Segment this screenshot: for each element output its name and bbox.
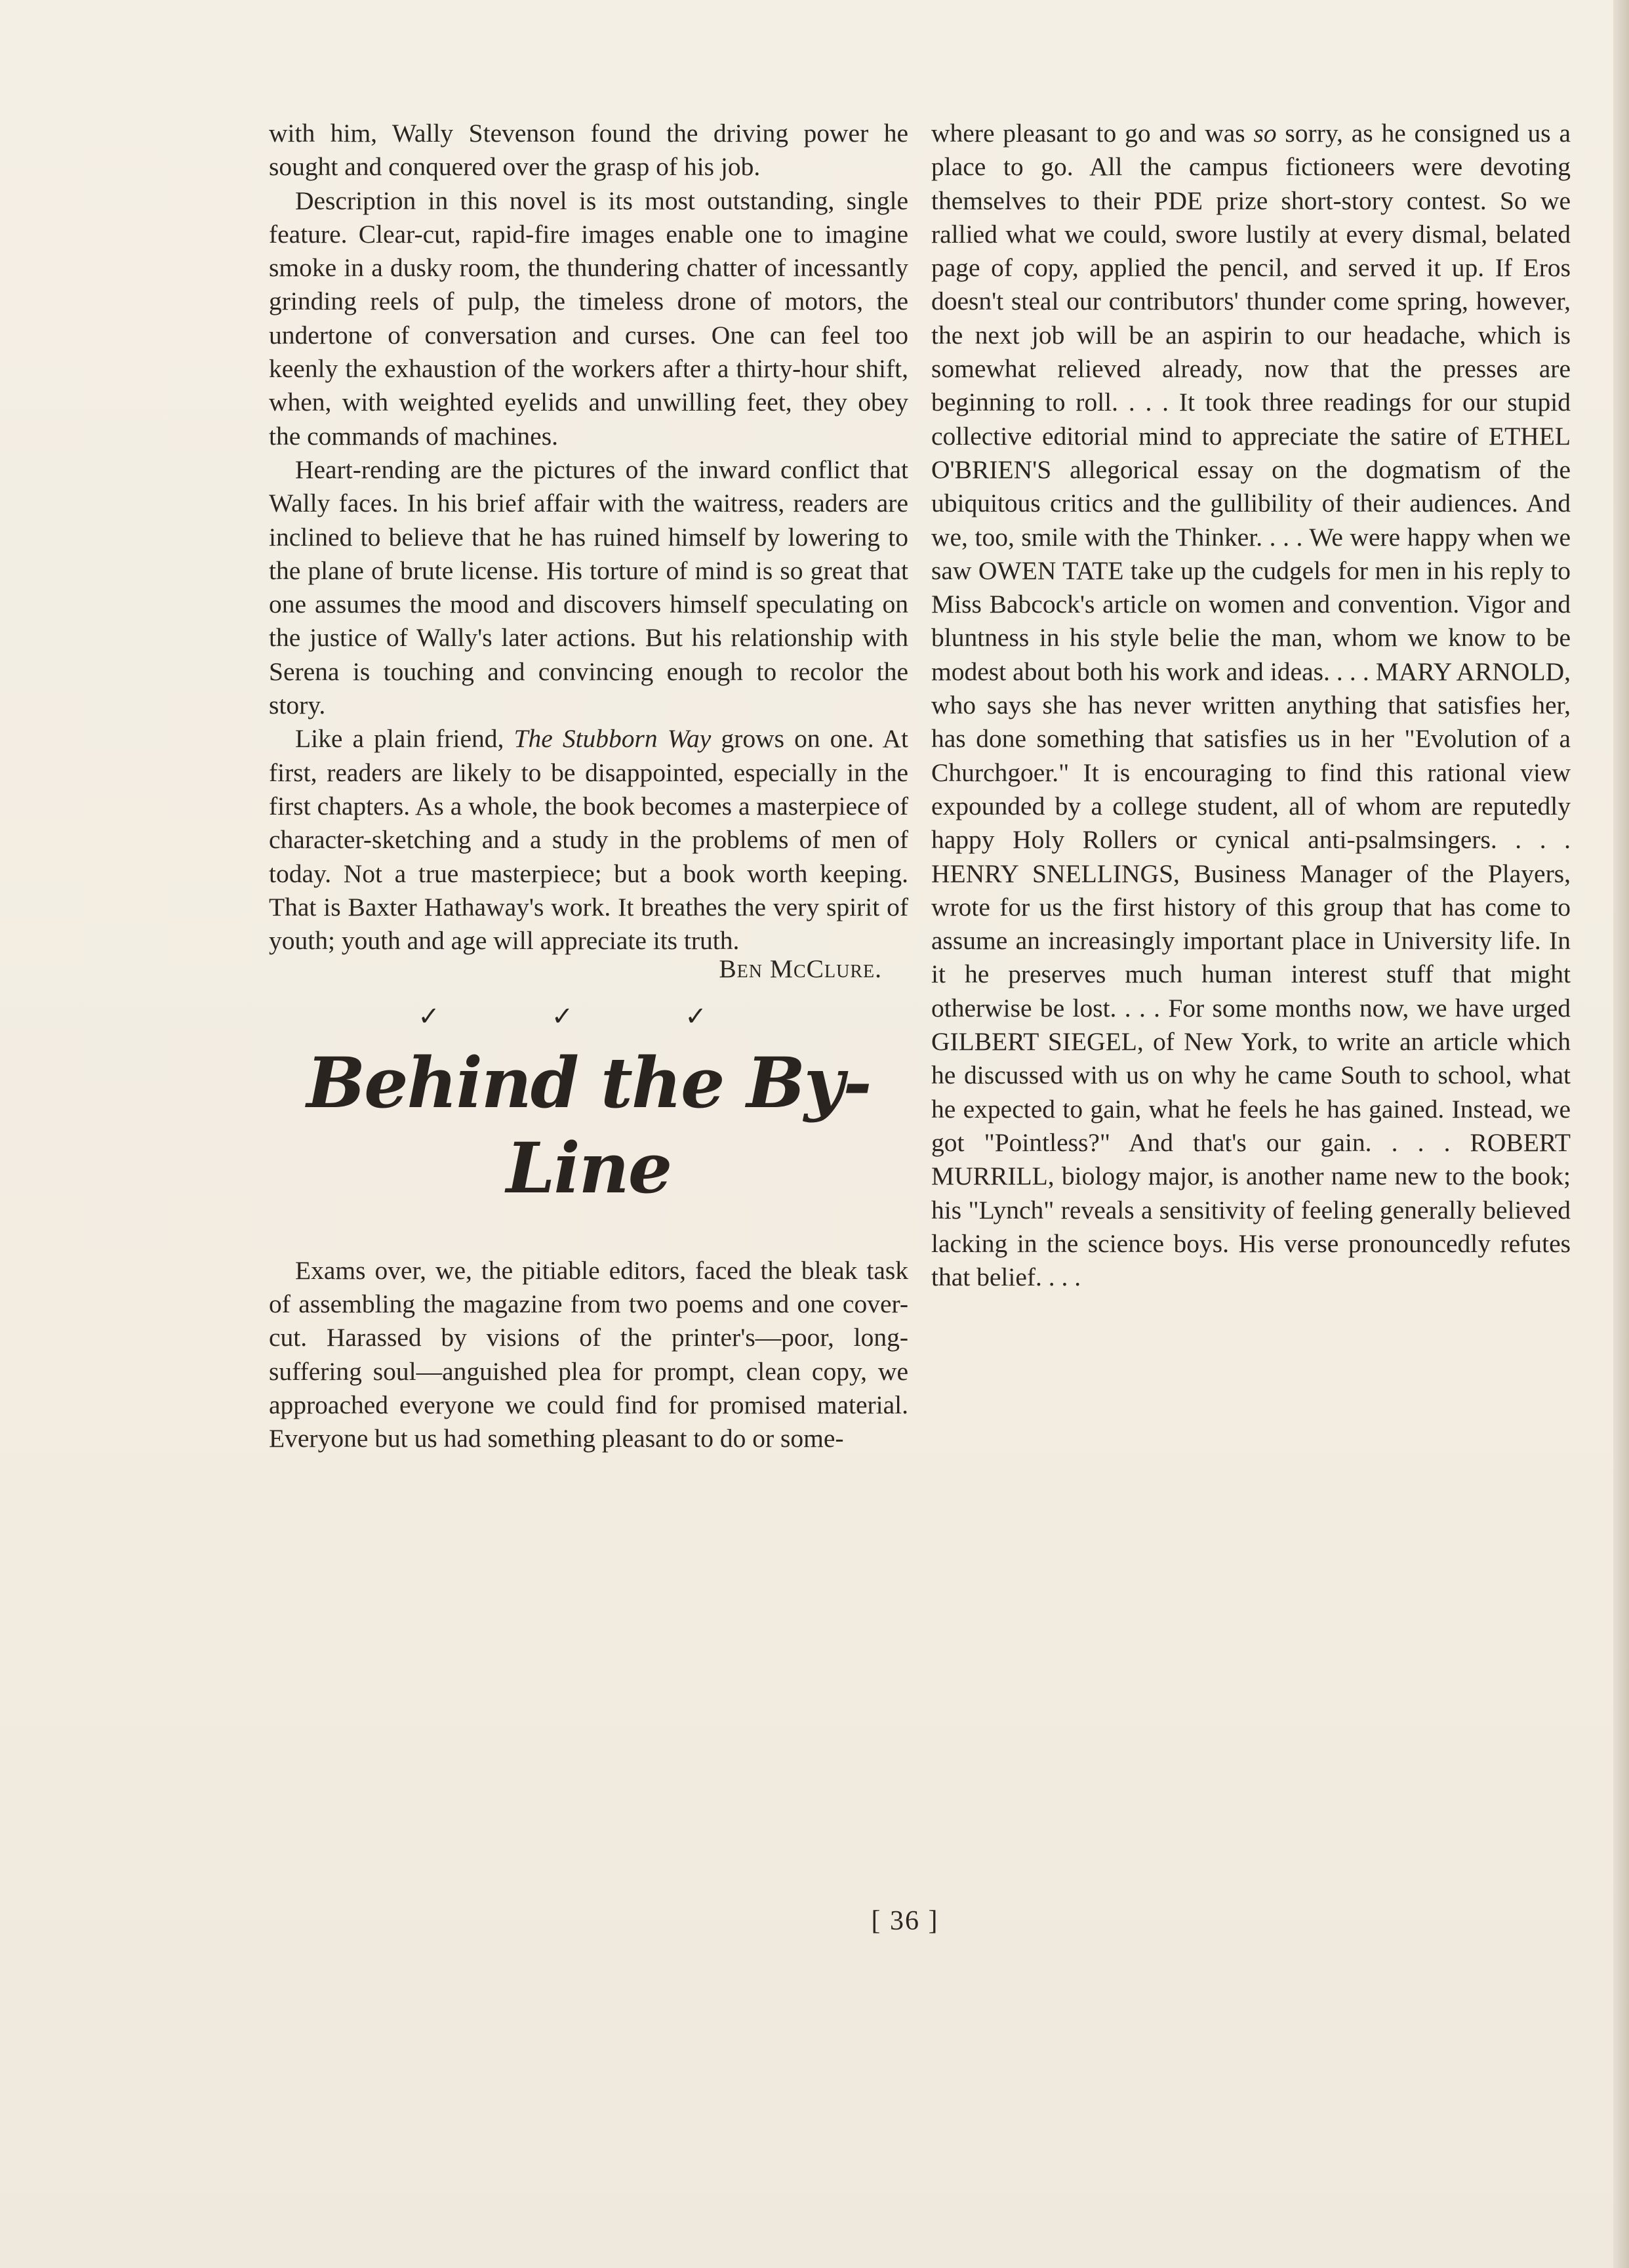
- emphasis-so: so: [1253, 119, 1277, 148]
- review-paragraph-3: Heart-rending are the pictures of the inward conflict that Wally faces. In his brief affair with the waitress, readers are inclined to believe that he has ruined himself by lowering to the plane of brute license. His torture of mind is so great that one assumes the mood and discovers himself speculating on the justice of Wally's later actions. But his relationship with Serena is touching and convincing enough to recolor the story.: [269, 455, 908, 720]
- page-edge: [1613, 0, 1629, 2268]
- review-p4-start: Like a plain friend,: [295, 724, 514, 754]
- byline-cont-rest: sorry, as he consigned us a place to go. All the campus fictioneers were devoting themselves to their PDE prize short-story contest. So we rallied what we could, swore lustily at every dismal, belated page of copy, applied the pencil, and served it up. If Eros doesn't steal our contributors' thunder come spring, however, the next job will be an aspirin to our headache, which is somewhat relieved already, now that the presses are beginning to roll. . . . It took three readings for our stupid collective editorial mind to appreciate the satire of ETHEL O'BRIEN'S allegorical essay on the dogmatism of the ubiquitous critics and the gullibility of their audiences. And we, too, smile with the Thinker. . . . We were happy when we saw OWEN TATE take up the cudgels for men in his reply to Miss Babcock's article on women and convention. Vigor and bluntness in his style belie the man, whom we know to be modest about both his work and ideas. . . . MARY ARNOLD, who says she has never written anything that satisfies her, has done something that satisfies us in her "Evolution of a Churchgoer." It is encouraging to find this rational view expounded by a college student, all of whom are reputedly happy Holy Rollers or cynical anti-psalmsingers. . . . HENRY SNELLINGS, Business Manager of the Players, wrote for us the first history of this group that has come to assume an increasingly important place in University life. In it he preserves much human interest stuff that might otherwise be lost. . . . For some months now, we have urged GILBERT SIEGEL, of New York, to write an article which he discussed with us on why he came South to school, what he expected to gain, what he feels he has gained. Instead, we got "Pointless?" And that's our gain. . . . ROBERT MURRILL, biology major, is another name new to the book; his "Lynch" reveals a sensitivity of feeling generally believed lacking in the science boys. His verse pronouncedly refutes that belief. . . .: [931, 119, 1571, 1292]
- section-divider-marks: ✓ ✓ ✓: [418, 1001, 759, 1031]
- review-byline: Ben McClure.: [719, 954, 882, 984]
- review-paragraph-1: with him, Wally Stevenson found the driving power he sought and conquered over the grasp of his job.: [269, 119, 908, 182]
- review-paragraph-4: [269, 722, 908, 958]
- show-through-watermark: [252, 1735, 1322, 2135]
- book-title: The Stubborn Way: [513, 724, 712, 754]
- byline-paragraph-continued: [931, 117, 1571, 1294]
- byline-cont-start: where pleasant to go and was: [931, 119, 1254, 148]
- byline-paragraph-1: Exams over, we, the pitiable editors, faced the bleak task of assembling the magazine from two poems and one cover-cut. Harassed by visions of the printer's—poor, long-suffering soul—anguished plea for prompt, clean copy, we approached everyone we could find for promised material. Everyone but us had something pleasant to do or some-: [269, 1255, 908, 1453]
- review-paragraph-2: Description in this novel is its most outstanding, single feature. Clear-cut, rapid-fire images enable one to imagine smoke in a dusky room, the thundering chatter of incessantly grinding reels of pulp, the timeless drone of motors, the undertone of conversation and curses. One can feel too keenly the exhaustion of the workers after a thirty-hour shift, when, with weighted eyelids and unwilling feet, they obey the commands of machines.: [269, 186, 908, 451]
- page-number: [ 36 ]: [871, 1906, 939, 1936]
- right-column: [931, 117, 1571, 1294]
- left-column: [269, 117, 908, 1456]
- review-p4-end: grows on one. At first, readers are likely to be disappointed, especially in the first chapters. As a whole, the book becomes a masterpiece of character-sketching and a study in the problems of men of today. Not a true masterpiece; but a book worth keeping. That is Baxter Hathaway's work. It breathes the very spirit of youth; youth and age will appreciate its truth.: [269, 724, 909, 956]
- section-heading: Behind the By-Line: [306, 1041, 871, 1209]
